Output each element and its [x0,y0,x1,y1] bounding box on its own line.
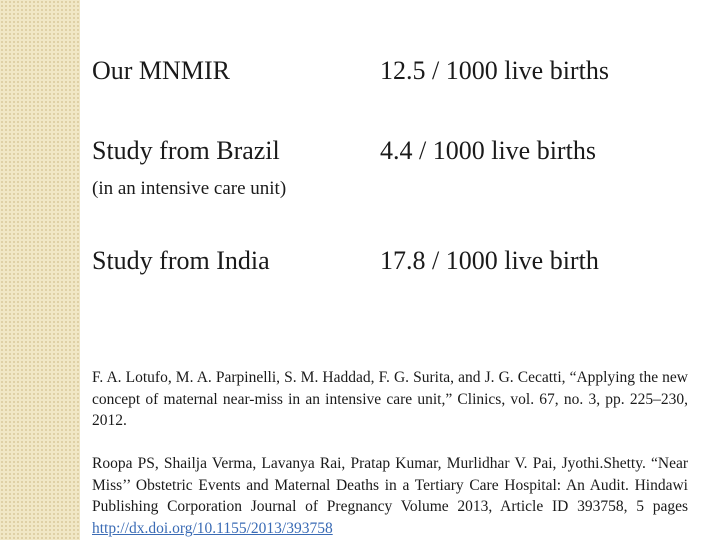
row-label-our-mnmir: Our MNMIR [92,56,230,85]
row-value-brazil: 4.4 / 1000 live births [380,136,596,165]
row-label-india: Study from India [92,246,270,275]
reference-2-text: Roopa PS, Shailja Verma, Lavanya Rai, Pratap Kumar, Murlidhar V. Pai, Jyothi.Shetty. “Near Miss’’ Obstetric Events and Maternal Deaths in a Tertiary Care Hospital: An Audit. Hindawi Publishing Corporation Journal of Pregnancy Volume 2013, Article ID 393758, 5 pages [92,455,688,515]
row-label-brazil: Study from Brazil [92,136,280,165]
row-value-india: 17.8 / 1000 live birth [380,246,599,275]
row-note-brazil: (in an intensive care unit) [92,178,287,199]
reference-2-doi-link[interactable]: http://dx.doi.org/10.1155/2013/393758 [92,519,333,537]
decorative-side-strip [0,0,80,540]
reference-1: F. A. Lotufo, M. A. Parpinelli, S. M. Haddad, F. G. Surita, and J. G. Cecatti, “Applying the new concept of maternal near-miss in an intensive care unit,” Clinics, vol. 67, no. 3, pp. 225–230, 2012. [92,369,688,429]
row-value-our-mnmir: 12.5 / 1000 live births [380,56,609,85]
reference-2 [92,453,688,539]
